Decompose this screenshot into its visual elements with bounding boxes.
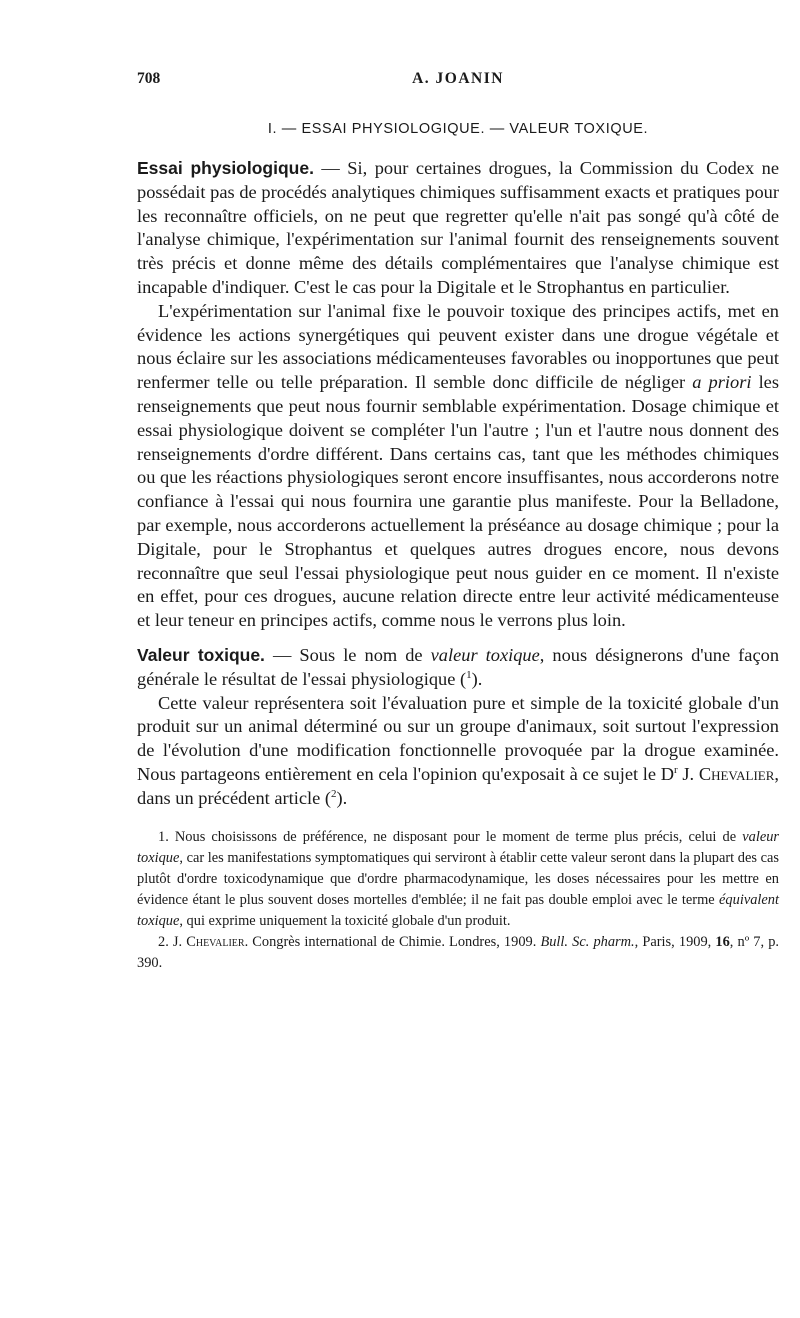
essai-physiologique-text-1: — Si, pour certaines drogues, la Commission du Codex ne possédait pas de procédés analytiques chimiques suffisamment exacts et pratiques pour les reconnaître officiels, on ne peut que regretter qu'elle n'ait pas songé qu'à côté de l'analyse chimique, l'expérimentation sur l'animal fournit des renseignements souvent très précis et donne même des détails complémentaires que l'analyse chimique est incapable d'indiquer. C'est le cas pour la Digitale et le Strophantus en particulier. — [137, 158, 779, 297]
valeur-toxique-text-2c: ). — [336, 787, 348, 808]
valeur-toxique-text-1a: — Sous le nom de — [264, 644, 431, 665]
section-title: I. — ESSAI PHYSIOLOGIQUE. — VALEUR TOXIQUE. — [267, 121, 649, 137]
valeur-toxique-text-2b: , dans un précédent article ( — [137, 763, 780, 808]
footnote-2 — [137, 932, 779, 974]
footnote-1 — [137, 827, 779, 932]
running-head — [137, 64, 779, 94]
valeur-toxique-text-1c: ). — [471, 668, 483, 689]
footnote-ref-1: 1 — [466, 668, 472, 681]
footnote-2-text-a: . Congrès international de Chimie. Londres, 1909. — [244, 933, 541, 950]
valeur-toxique-italic: valeur toxique — [430, 644, 540, 665]
doctor-abbrev-sup: r — [674, 763, 678, 776]
valeur-toxique-paragraph-1 — [137, 644, 779, 692]
footnote-2-volume: 16 — [715, 933, 730, 950]
page-number: 708 — [137, 70, 161, 87]
footnote-ref-2: 2 — [331, 787, 337, 800]
footnotes — [137, 827, 779, 974]
footnote-2-journal: Bull. Sc. pharm. — [540, 933, 635, 950]
valeur-toxique-heading: Valeur toxique. — [137, 644, 265, 665]
essai-physiologique-text-2a: L'expérimentation sur l'animal fixe le pouvoir toxique des principes actifs, met en évidence les actions synergétiques qui peuvent exister dans une drogue végétale et nous éclaire sur les associations médicamenteuses favorables ou inopportunes que peut renfermer telle ou telle préparation. Il semble donc difficile de négliger — [137, 300, 779, 393]
essai-physiologique-italic: a priori — [692, 372, 752, 393]
essai-physiologique-paragraph-1 — [137, 157, 779, 300]
essai-physiologique-paragraph-2 — [137, 300, 779, 633]
valeur-toxique-paragraph-2 — [137, 692, 779, 811]
valeur-toxique-text-2a: Cette valeur représentera soit l'évaluation pure et simple de la toxicité globale d'un produit sur un animal déterminé ou sur un groupe d'animaux, soit surtout l'expression de l'évolution d'une modification fonctionnelle provoquée par la drogue examinée. Nous partageons entièrement en cela l'opinion qu'exposait à ce sujet le D — [137, 692, 779, 784]
valeur-toxique-text-1b: , nous désignerons d'une façon générale le résultat de l'essai physiologique ( — [137, 644, 780, 689]
document-page — [137, 64, 779, 974]
essai-physiologique-heading: Essai physiologique. — [137, 158, 314, 178]
valeur-toxique-author: Chevalier — [698, 763, 775, 784]
running-title: A. JOANIN — [412, 70, 504, 87]
valeur-toxique-initial: J. — [677, 763, 699, 784]
footnote-2-number: 2. J. — [158, 933, 187, 950]
body-text — [137, 157, 779, 811]
essai-physiologique-text-2b: les renseignements que peut nous fournir semblable expérimentation. Dosage chimique et essai physiologique doivent se compléter l'un l'autre ; l'un et l'autre nous donnent des renseignements d'ordre différent. Dans certains cas, tant que les méthodes chimiques ou que les réactions physiologiques seront encore insuffisantes, nous accorderons notre confiance à l'essai qui nous fournira une garantie plus manifeste. Pour la Belladone, par exemple, nous accorderons actuellement la préséance au dosage chimique ; pour la Digitale, pour le Strophantus et quelques autres drogues encore, nous devons reconnaître que seul l'essai physiologique peut nous guider en ce moment. Il n'existe en effet, pour ces drogues, aucune relation directe entre leur activité médicamenteuse et leur teneur en principes actifs, comme nous le verrons plus loin. — [137, 372, 780, 631]
footnote-2-text-b: , Paris, 1909, — [634, 933, 716, 950]
footnote-2-text-c: , nº 7, p. 390. — [137, 933, 780, 971]
footnote-1-italic-a: valeur toxique — [137, 828, 779, 866]
footnote-1-text-c: , qui exprime uniquement la toxicité globale d'un produit. — [179, 912, 511, 929]
footnote-1-text-a: 1. Nous choisissons de préférence, ne disposant pour le moment de terme plus précis, celui de — [158, 828, 743, 845]
footnote-2-author: Chevalier — [186, 933, 245, 950]
footnote-1-text-b: , car les manifestations symptomatiques qui serviront à établir cette valeur seront dans la plupart des cas plutôt d'ordre toxicodynamique que d'ordre pharmacodynamique, les doses nécessaires pour les mettre en évidence étant le plus souvent doses mortelles d'emblée; il ne fait pas double emploi avec le terme — [137, 849, 779, 908]
footnote-1-italic-b: équivalent toxique — [137, 891, 779, 929]
